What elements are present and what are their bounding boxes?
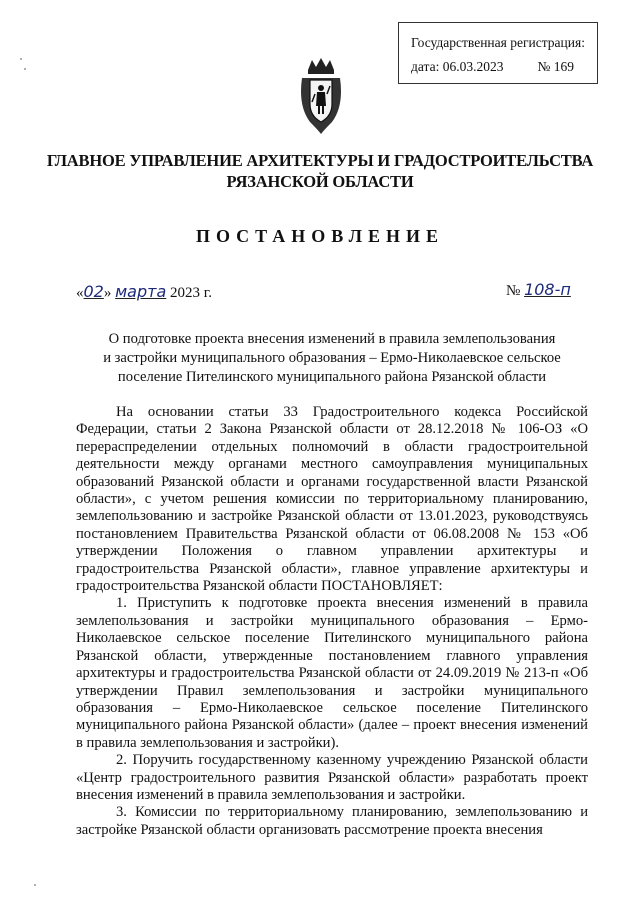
date-close-quote: » [103, 285, 112, 301]
clause-3: 3. Комиссии по территориальному планированию, землепользованию и застройке Рязанской области организовать рассмотрение проекта внесения [76, 804, 588, 838]
scan-speck [20, 58, 22, 60]
date-month: марта [115, 282, 167, 301]
registration-label: Государственная регистрация: [411, 35, 585, 50]
document-number [506, 280, 571, 300]
date-year: 2023 г. [170, 285, 212, 301]
document-date [76, 282, 212, 302]
registration-date: дата: 06.03.2023 [411, 59, 504, 74]
subject-line2: и застройки муниципального образования – Ермо-Николаевское сельское [103, 350, 561, 366]
scan-speck [24, 68, 26, 70]
document-body [76, 404, 588, 839]
date-open-quote: « [76, 285, 84, 301]
preamble-paragraph: На основании статьи 33 Градостроительного кодекса Российской Федерации, статьи 2 Закона Рязанской области от 28.12.2018 № 106-ОЗ «О перераспределении отдельных полномочий в области градостроительной деятельности между органами местного самоуправления муниципальных образований Рязанской области и органами государственной власти Рязанской области», с учетом решения комиссии по территориальному планированию, землепользованию и застройке Рязанской области от 13.01.2023, руководствуясь постановлением Правительства Рязанской области от 06.08.2008 № 153 «Об утверждении Положения о главном управлении архитектуры и градостроительства Рязанской области», главное управление архитектуры и градостроительства Рязанской области ПОСТАНОВЛЯЕТ: [76, 404, 588, 595]
clause-1: 1. Приступить к подготовке проекта внесения изменений в правила землепользования и застройки муниципального образования – Ермо-Николаевское сельское поселение Пителинского муниципального района Рязанской области, утвержденные постановлением главного управления архитектуры и градостроительства Рязанской области от 24.09.2019 № 213-п «Об утверждении Правил землепользования и застройки муниципального образования – Ермо-Николаевское сельское поселение Пителинского муниципального района Рязанской области» (далее – проект внесения изменений в правила землепользования и застройки). [76, 595, 588, 751]
ryazan-coat-of-arms-icon [298, 56, 344, 141]
document-number-value: 108-п [524, 280, 571, 299]
organization-title-line1: ГЛАВНОЕ УПРАВЛЕНИЕ АРХИТЕКТУРЫ И ГРАДОСТРОИТЕЛЬСТВА [46, 151, 594, 170]
registration-stamp [398, 22, 598, 84]
clause-2: 2. Поручить государственному казенному учреждению Рязанской области «Центр градостроительного развития Рязанской области» разработать проект внесения изменений в правила землепользования и застройки. [76, 752, 588, 803]
scan-speck [34, 884, 36, 886]
document-number-prefix: № [506, 283, 521, 299]
date-day: 02 [83, 282, 104, 301]
document-type: ПОСТАНОВЛЕНИЕ [195, 226, 445, 246]
document-subject [76, 330, 588, 387]
registration-number: № 169 [537, 59, 574, 74]
subject-line3: поселение Пителинского муниципального района Рязанской области [117, 369, 547, 385]
organization-title [0, 150, 640, 192]
organization-title-line2: РЯЗАНСКОЙ ОБЛАСТИ [226, 172, 414, 191]
subject-line1: О подготовке проекта внесения изменений в правила землепользования [108, 331, 556, 347]
